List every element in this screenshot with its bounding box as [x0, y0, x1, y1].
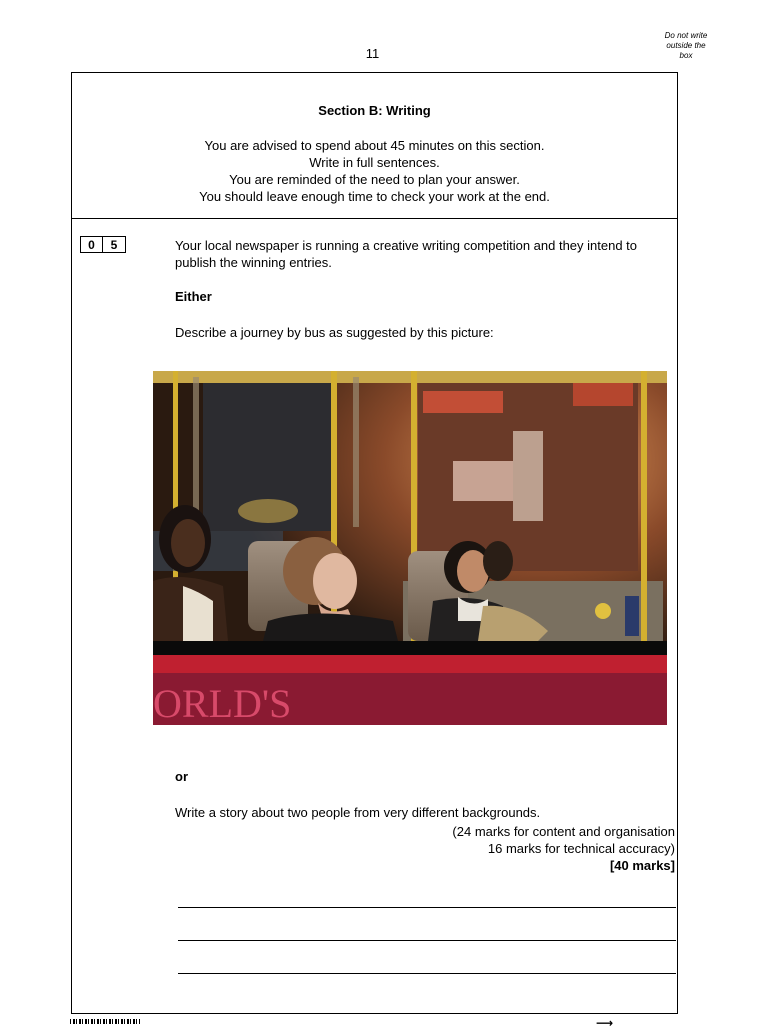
instruction-line: Write in full sentences.	[309, 155, 440, 170]
margin-note	[650, 31, 722, 61]
turn-over-arrow-icon: ⟶	[596, 1016, 614, 1030]
question-number-digit: 0	[80, 236, 103, 253]
option-b-prompt: Write a story about two people from very different backgrounds.	[175, 805, 541, 820]
either-label: Either	[175, 289, 212, 304]
page-number: 11	[365, 46, 380, 61]
marks-content: (24 marks for content and organisation	[452, 824, 675, 839]
question-number	[80, 236, 126, 253]
section-title: Section B: Writing	[318, 103, 431, 118]
margin-note-line: box	[679, 51, 693, 60]
bus-photo-illustration	[153, 371, 667, 725]
answer-line[interactable]	[178, 940, 676, 941]
instruction-line: You are reminded of the need to plan your answer.	[229, 172, 520, 187]
question-number-digit: 5	[103, 236, 126, 253]
answer-line[interactable]	[178, 907, 676, 908]
margin-note-line: Do not write	[664, 31, 708, 40]
photo-sign-text: ORLD'S	[153, 681, 292, 725]
option-a-prompt: Describe a journey by bus as suggested by this picture:	[175, 325, 494, 340]
answer-box	[71, 72, 678, 1014]
instruction-line: You are advised to spend about 45 minutes on this section.	[204, 138, 545, 153]
barcode	[70, 1019, 140, 1024]
section-instructions	[72, 137, 677, 205]
instruction-line: You should leave enough time to check your work at the end.	[199, 189, 550, 204]
margin-note-line: outside the	[666, 41, 706, 50]
bus-photo	[153, 371, 667, 725]
question-intro: Your local newspaper is running a creative writing competition and they intend to publish the winning entries.	[175, 238, 638, 270]
section-header	[72, 73, 677, 219]
or-label: or	[175, 769, 188, 784]
answer-line[interactable]	[178, 973, 676, 974]
marks-accuracy: 16 marks for technical accuracy)	[487, 841, 675, 856]
marks-allocation	[452, 823, 675, 874]
marks-total: [40 marks]	[609, 858, 675, 873]
